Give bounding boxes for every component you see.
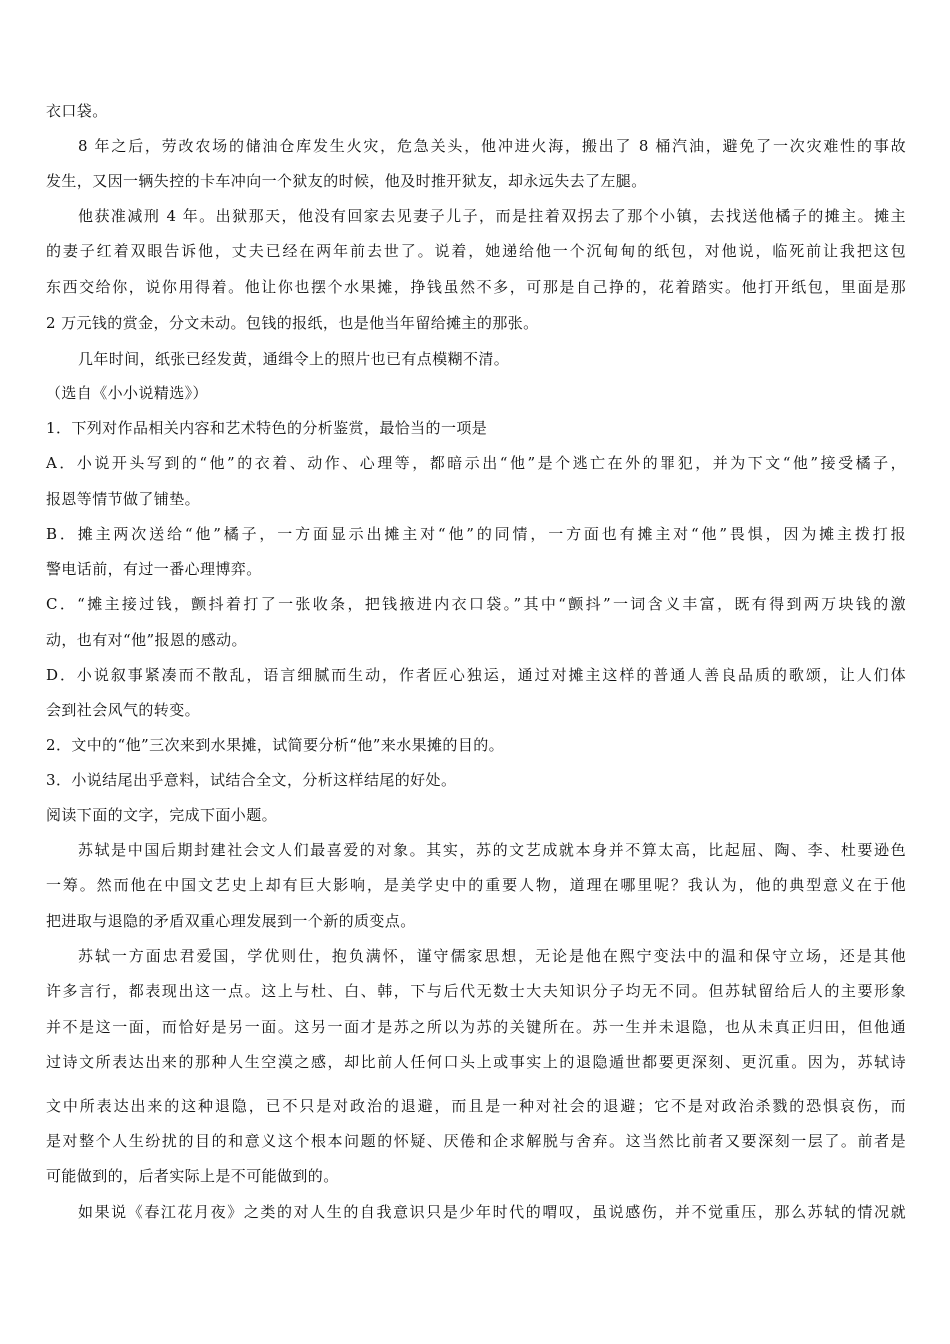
- text-line: 一筹。然而他在中国文艺史上却有巨大影响，是美学史中的重要人物，道理在哪里呢？我认为，他的典型意义在于他: [46, 876, 906, 894]
- option-b: 警电话前，有过一番心理博弈。: [46, 560, 262, 578]
- option-d: 会到社会风气的转变。: [46, 701, 201, 719]
- question-2: 2．文中的“他”三次来到水果摊，试简要分析“他”来水果摊的目的。: [46, 736, 505, 754]
- option-d: D．小说叙事紧凑而不散乱，语言细腻而生动，作者匠心独运，通过对摊主这样的普通人善良品质的歌颂，让人们体: [46, 666, 906, 684]
- text-line: 东西交给你，说你用得着。他让你也摆个水果摊，挣钱虽然不多，可那是自己挣的，花着踏实。他打开纸包，里面是那: [46, 278, 906, 296]
- text-line: 苏轼一方面忠君爱国，学优则仕，抱负满怀，谨守儒家思想，无论是他在熙宁变法中的温和保守立场，还是其他: [78, 947, 906, 965]
- option-c: C．“摊主接过钱，颤抖着打了一张收条，把钱掖进内衣口袋。”其中“颤抖”一词含义丰富，既有得到两万块钱的激: [46, 595, 906, 613]
- option-c: 动，也有对“他”报恩的感动。: [46, 631, 247, 649]
- text-line: 8 年之后，劳改农场的储油仓库发生火灾，危急关头，他冲进火海，搬出了 8 桶汽油，避免了一次灾难性的事故: [78, 137, 906, 155]
- text-line: 几年时间，纸张已经发黄，通缉令上的照片也已有点模糊不清。: [78, 350, 510, 368]
- text-line: 并不是这一面，而恰好是另一面。这另一面才是苏之所以为苏的关键所在。苏一生并未退隐，也从未真正归田，但他通: [46, 1018, 906, 1036]
- text-line: 是对整个人生纷扰的目的和意义这个根本问题的怀疑、厌倦和企求解脱与舍弃。这当然比前者又要深刻一层了。前者是: [46, 1132, 906, 1150]
- text-line: 衣口袋。: [46, 102, 108, 120]
- text-line: 文中所表达出来的这种退隐，已不只是对政治的退避，而且是一种对社会的退避；它不是对政治杀戮的恐惧哀伤，而: [46, 1097, 906, 1115]
- text-line: 过诗文所表达出来的那种人生空漠之感，却比前人任何口头上或事实上的退隐遁世都要更深刻、更沉重。因为，苏轼诗: [46, 1053, 906, 1071]
- text-line: 的妻子红着双眼告诉他，丈夫已经在两年前去世了。说着，她递给他一个沉甸甸的纸包，对他说，临死前让我把这包: [46, 242, 906, 260]
- option-a: 报恩等情节做了铺垫。: [46, 490, 201, 508]
- text-line: 苏轼是中国后期封建社会文人们最喜爱的对象。其实，苏的文艺成就本身并不算太高，比起屈、陶、李、杜要逊色: [78, 841, 906, 859]
- reading-instruction: 阅读下面的文字，完成下面小题。: [46, 806, 278, 824]
- text-line: 许多言行，都表现出这一点。这上与杜、白、韩，下与后代无数士大夫知识分子均无不同。但苏轼留给后人的主要形象: [46, 982, 906, 1000]
- option-b: B．摊主两次送给“他”橘子，一方面显示出摊主对“他”的同情，一方面也有摊主对“他”畏惧，因为摊主拨打报: [46, 525, 906, 543]
- option-a: A．小说开头写到的“他”的衣着、动作、心理等，都暗示出“他”是个逃亡在外的罪犯，并为下文“他”接受橘子，: [46, 454, 906, 472]
- source-note: （选自《小小说精选》）: [46, 384, 208, 402]
- question-1-stem: 1．下列对作品相关内容和艺术特色的分析鉴赏，最恰当的一项是: [46, 419, 488, 437]
- text-line: 发生，又因一辆失控的卡车冲向一个狱友的时候，他及时推开狱友，却永远失去了左腿。: [46, 172, 647, 190]
- text-line: 把进取与退隐的矛盾双重心理发展到一个新的质变点。: [46, 912, 416, 930]
- text-line: 他获准减刑 4 年。出狱那天，他没有回家去见妻子儿子，而是拄着双拐去了那个小镇，去找送他橘子的摊主。摊主: [78, 207, 906, 225]
- text-line: 如果说《春江花月夜》之类的对人生的自我意识只是少年时代的喟叹，虽说感伤，并不觉重压，那么苏轼的情况就: [78, 1203, 906, 1221]
- text-line: 2 万元钱的赏金，分文未动。包钱的报纸，也是他当年留给摊主的那张。: [46, 314, 539, 332]
- text-line: 可能做到的，后者实际上是不可能做到的。: [46, 1167, 339, 1185]
- question-3: 3．小说结尾出乎意料，试结合全文，分析这样结尾的好处。: [46, 771, 457, 789]
